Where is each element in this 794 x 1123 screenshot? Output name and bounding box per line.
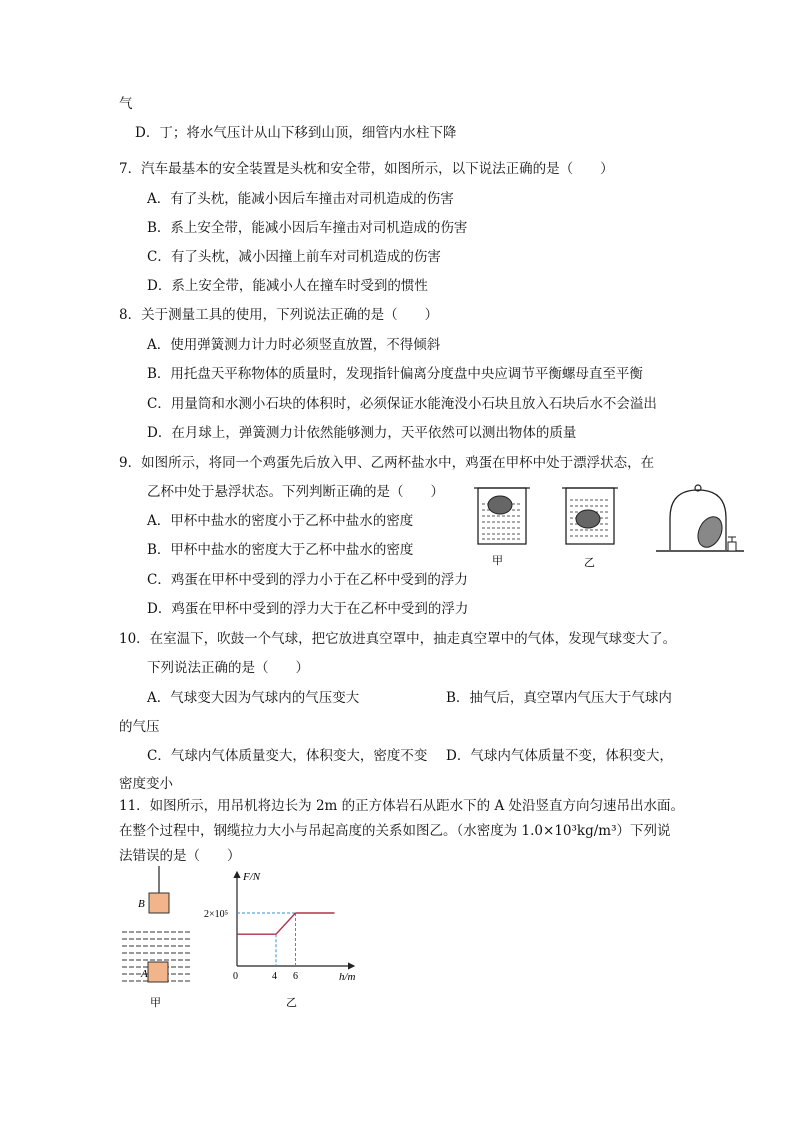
- q8-stem: 8．关于测量工具的使用，下列说法正确的是（ ）: [119, 307, 439, 323]
- x-tick-4: 4: [272, 971, 277, 982]
- q11-stem-end: 法错误的是（ ）: [119, 848, 241, 864]
- q11-stem-cont: 在整个过程中，钢缆拉力大小与吊起高度的关系如图乙。（水密度为 1.0×10³kg/m³）下列说: [119, 823, 671, 839]
- label-b: B: [138, 898, 145, 910]
- q10-option-c: C．气球内气体质量变大，体积变大，密度不变: [147, 748, 428, 764]
- x-tick-6: 6: [293, 971, 298, 982]
- beaker-jia-label: 甲: [492, 555, 503, 567]
- q9-option-a: A．甲杯中盐水的密度小于乙杯中盐水的密度: [147, 513, 414, 529]
- q9-stem: 9．如图所示，将同一个鸡蛋先后放入甲、乙两杯盐水中，鸡蛋在甲杯中处于漂浮状态，在: [119, 455, 655, 471]
- q8-option-c: C．用量筒和水测小石块的体积时，必须保证水能淹没小石块且放入石块后水不会溢出: [147, 396, 657, 412]
- beaker-jia: [474, 488, 530, 544]
- q9-option-d: D．鸡蛋在甲杯中受到的浮力大于在乙杯中受到的浮力: [147, 601, 469, 617]
- q10-stem: 10．在室温下，吹鼓一个气球，把它放进真空罩中，抽走真空罩中的气体，发现气球变大了。: [119, 631, 677, 647]
- q11-yi-label: 乙: [286, 997, 297, 1009]
- beaker-yi-label: 乙: [584, 557, 595, 569]
- egg-suspended: [576, 510, 600, 528]
- q8-option-b: B．用托盘天平称物体的质量时，发现指针偏离分度盘中央应调节平衡螺母直至平衡: [147, 366, 643, 382]
- q7-option-a: A．有了头枕，能减小因后车撞击对司机造成的伤害: [147, 191, 454, 207]
- rock-position-b: [149, 893, 169, 913]
- q7-stem: 7．汽车最基本的安全装置是头枕和安全带，如图所示，以下说法正确的是（ ）: [119, 161, 614, 177]
- rock-position-a: [148, 962, 168, 982]
- q9-option-b: B．甲杯中盐水的密度大于乙杯中盐水的密度: [147, 542, 414, 558]
- label-a: A: [141, 968, 148, 980]
- q7-option-d: D．系上安全带，能减小人在撞车时受到的惯性: [147, 278, 428, 294]
- q11-stem: 11．如图所示，用吊机将边长为 2m 的正方体岩石从距水下的 A 处沿竖直方向匀速吊出水面。: [119, 798, 684, 814]
- beaker-yi: [562, 488, 618, 544]
- q8-option-d: D．在月球上，弹簧测力计依然能够测力，天平依然可以测出物体的质量: [147, 425, 577, 441]
- q11-jia-label: 甲: [150, 997, 161, 1009]
- line-fragment: 气: [119, 96, 133, 112]
- q10-option-a: A．气球变大因为气球内的气压变大: [147, 690, 360, 706]
- q10-option-d-cont: 密度变小: [119, 776, 173, 792]
- series-segment-1: [276, 913, 296, 934]
- q10-bell-jar-figure: [654, 480, 746, 560]
- q10-option-b: B．抽气后，真空罩内气压大于气球内: [446, 690, 672, 706]
- q10-option-b-cont: 的气压: [119, 719, 160, 735]
- series-group: [237, 913, 335, 934]
- q11-rock-figure: [116, 866, 196, 1011]
- y-tick-label: 2×10⁵: [204, 909, 229, 920]
- q9-beakers-figure: [470, 478, 630, 574]
- egg-floating: [488, 496, 512, 514]
- q7-option-b: B．系上安全带，能减小因后车撞击对司机造成的伤害: [147, 220, 468, 236]
- q9-stem-cont: 乙杯中处于悬浮状态。下列判断正确的是（ ）: [147, 484, 444, 500]
- x-axis-label: h/m: [339, 971, 356, 983]
- x-tick-0: 0: [233, 971, 238, 982]
- q11-force-height-chart: [200, 866, 360, 1011]
- q10-stem-cont: 下列说法正确的是（ ）: [147, 660, 309, 676]
- guide-lines: [237, 913, 296, 966]
- pump-icon: [728, 537, 736, 551]
- q6-option-d: D．丁；将水气压计从山下移到山顶，细管内水柱下降: [135, 125, 457, 141]
- q10-option-d: D．气球内气体质量不变，体积变大，: [446, 748, 673, 764]
- balloon-icon: [693, 513, 726, 551]
- q9-option-c: C．鸡蛋在甲杯中受到的浮力小于在乙杯中受到的浮力: [147, 572, 468, 588]
- y-axis-label: F/N: [243, 871, 261, 883]
- q7-option-c: C．有了头枕，减小因撞上前车对司机造成的伤害: [147, 249, 441, 265]
- q8-option-a: A．使用弹簧测力计力时必须竖直放置，不得倾斜: [147, 337, 441, 353]
